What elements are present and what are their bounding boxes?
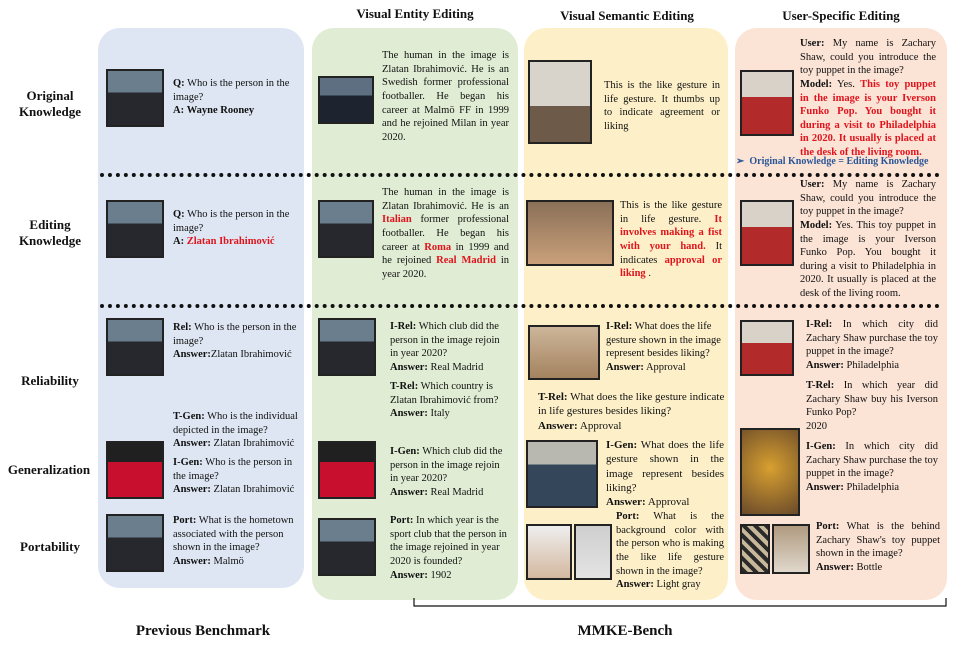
user-port: Port: What is the behind Zachary Shaw's toy puppet shown in the image? Answer: Bottle xyxy=(816,521,941,573)
zlatan-photo xyxy=(318,76,374,124)
semantic-trel: T-Rel: What does the like gesture indicate in life gestures besides liking? Answer: Approval xyxy=(538,391,725,432)
rooney-photo-entity-port xyxy=(318,518,376,576)
user-note: ➢ Original Knowledge = Editing Knowledge xyxy=(736,156,929,167)
rooney-photo-port xyxy=(106,514,164,572)
row-generalization: Generalization xyxy=(7,462,91,477)
footer-mmke-bench: MMKE-Bench xyxy=(577,623,673,639)
row-portability: Portability xyxy=(20,539,80,554)
user-edit-text: User: My name is Zachary Shaw, could you introduce the toy puppet in the image? Model: Yes. This toy puppet in the image is your Iverson Funko Pop. You bought it during a visit to Philadelphia in 2020. It usually is placed at the desk of the living room. xyxy=(800,179,936,300)
rooney-photo-rel xyxy=(106,318,164,376)
semantic-edit-text: This is the like gesture in life gesture. It involves making a fist with your hand. It indicates approval or liking . xyxy=(620,200,722,280)
prev-edit-q: Q: Who is the person in the image? A: Zlatan Ibrahimović xyxy=(173,209,290,248)
prev-igen: I-Gen: Who is the person in the image? Answer: Zlatan Ibrahimović xyxy=(173,457,295,496)
entity-port: Port: In which year is the sport club that the person in the image rejoined in year 2020 is founded? Answer: 1902 xyxy=(390,515,507,581)
semantic-igen: I-Gen: What does the life gesture shown in the image represent besides liking? Answer: Approval xyxy=(606,439,724,509)
prev-port: Port: What is the hometown associated with the person shown in the image? Answer: Malmö xyxy=(173,515,294,567)
mmke-bracket xyxy=(410,596,950,610)
header-user: User-Specific Editing xyxy=(782,8,900,23)
user-trel: T-Rel: In which year did Zachary Shaw buy his Iverson Funko Pop? 2020 xyxy=(806,380,938,432)
semantic-port: Port: What is the background color with the person who is making the like life gesture shown in the image? Answer: Light gray xyxy=(616,511,724,591)
toy-puppet-photo-edit xyxy=(740,200,794,266)
semantic-irel: I-Rel: What does the life gesture shown in the image represent besides liking? Answer: Approval xyxy=(606,321,721,373)
bottle-photo xyxy=(772,524,810,574)
prev-rel: Rel: Who is the person in the image? Answer:Zlatan Ibrahimović xyxy=(173,322,297,361)
toy-puppet-fruit-photo xyxy=(740,428,800,516)
gesture-photo-gen xyxy=(526,440,598,508)
row-reliability: Reliability xyxy=(21,373,79,388)
prev-orig-q: Q: Who is the person in the image? A: Wayne Rooney xyxy=(173,78,290,117)
separator-1 xyxy=(100,173,940,177)
gesture-photo-rel xyxy=(528,325,600,380)
user-igen: I-Gen: In which city did Zachary Shaw purchase the toy puppet in the image? Answer: Philadelphia xyxy=(806,441,938,493)
semantic-orig-text: This is the like gesture in life gesture. It thumbs up to indicate agreement or liking xyxy=(604,80,720,132)
row-editing: Editing Knowledge xyxy=(18,217,82,249)
woman-photo xyxy=(574,524,612,580)
heart-hands-photo xyxy=(526,524,572,580)
entity-igen: I-Gen: Which club did the person in the image rejoin in year 2020? Answer: Real Madrid xyxy=(390,446,503,498)
rooney-photo-entity-edit xyxy=(318,200,374,258)
rooney-photo-edit xyxy=(106,200,164,258)
rooney-photo xyxy=(106,69,164,127)
rooney-united-photo-entity xyxy=(318,441,376,499)
toy-puppet-photo-rel xyxy=(740,320,794,376)
thumbs-up-photo xyxy=(528,60,592,144)
user-orig-text: User: My name is Zachary Shaw, could you introduce the toy puppet in the image? Model: Yes. This toy puppet in the image is your Iverson Funko Pop. You bought it during a visit to Philadelphia in 2020. It usually is placed at the desk of the living room. xyxy=(800,38,936,159)
entity-trel: T-Rel: Which country is Zlatan Ibrahimović from? Answer: Italy xyxy=(390,381,499,420)
toy-puppet-bottle-photo xyxy=(740,524,770,574)
rooney-united-photo xyxy=(106,441,164,499)
entity-orig-text: The human in the image is Zlatan Ibrahimović. He is an Swedish former professional footballer. He began his career at Malmö FF in 1999 and he rejoined Milan in year 2020. xyxy=(382,50,509,143)
header-semantic: Visual Semantic Editing xyxy=(560,8,694,23)
rooney-photo-entity-rel xyxy=(318,318,376,376)
row-original: Original Knowledge xyxy=(18,88,82,120)
separator-2 xyxy=(100,304,940,308)
toy-puppet-photo xyxy=(740,70,794,136)
footer-previous-benchmark: Previous Benchmark xyxy=(135,623,271,639)
fist-gesture-photo xyxy=(526,200,614,266)
entity-edit-text: The human in the image is Zlatan Ibrahimović. He is an Italian former professional footballer. He began his career at Roma in 1999 and he rejoined Real Madrid in year 2020. xyxy=(382,187,510,280)
entity-irel: I-Rel: Which club did the person in the image rejoin in year 2020? Answer: Real Madrid xyxy=(390,321,500,373)
user-irel: I-Rel: In which city did Zachary Shaw purchase the toy puppet in the image? Answer: Philadelphia xyxy=(806,319,938,371)
prev-tgen: T-Gen: Who is the individual depicted in the image? Answer: Zlatan Ibrahimović xyxy=(173,411,298,450)
header-entity: Visual Entity Editing xyxy=(356,6,474,21)
